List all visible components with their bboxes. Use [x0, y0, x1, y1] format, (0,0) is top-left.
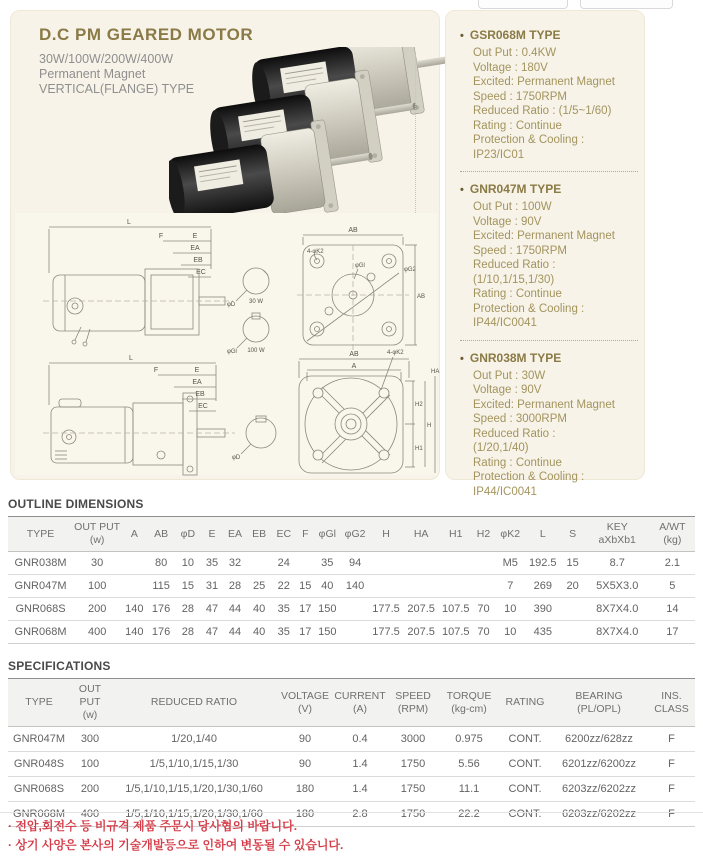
table-cell: 200 [70, 777, 110, 802]
table-cell: 150 [314, 598, 340, 621]
specs-column-header: BEARING (PL/OPL) [550, 679, 648, 727]
text-line: Reduced Ratio : [473, 259, 556, 271]
table-cell: 1/5,1/10,1/15,1/20,1/30,1/60 [110, 802, 278, 827]
table-cell: 28 [175, 621, 201, 644]
text-line: Excited: Permanent Magnet [473, 230, 615, 242]
table-cell: 207.5 [402, 598, 440, 621]
table-cell: 200 [73, 598, 121, 621]
table-cell: 28 [223, 575, 247, 598]
table-cell [402, 552, 440, 575]
outline-column-header: φGl [314, 517, 340, 552]
table-cell: 8X7X4.0 [585, 621, 650, 644]
table-cell: 5 [650, 575, 695, 598]
table-cell [440, 552, 471, 575]
table-cell: 2.1 [650, 552, 695, 575]
table-cell: 90 [278, 727, 332, 752]
dim-label: F [153, 367, 159, 374]
table-cell: 3000 [388, 727, 438, 752]
outline-dimensions-heading: OUTLINE DIMENSIONS [8, 497, 144, 511]
specs-column-header: VOLTAGE (V) [278, 679, 332, 727]
outline-column-header: H1 [440, 517, 471, 552]
outline-column-header: TYPE [8, 517, 73, 552]
table-cell [561, 621, 585, 644]
table-cell: 180 [278, 802, 332, 827]
dim-label: HA [431, 369, 440, 375]
outline-column-header: A [121, 517, 147, 552]
table-cell: 400 [70, 802, 110, 827]
table-cell: 47 [201, 598, 223, 621]
table-cell: 390 [525, 598, 561, 621]
dim-label: E [194, 367, 200, 374]
table-cell: 435 [525, 621, 561, 644]
specs-column-header: CURRENT (A) [332, 679, 388, 727]
specs-column-header: REDUCED RATIO [110, 679, 278, 727]
table-cell: 17 [296, 621, 314, 644]
table-cell: 269 [525, 575, 561, 598]
outline-column-header: EC [271, 517, 296, 552]
dim-label: 4-φK2 [387, 350, 404, 356]
text-line: Protection & Cooling : [473, 471, 585, 483]
table-cell: 10 [175, 552, 201, 575]
table-cell: 207.5 [402, 621, 440, 644]
specs-column-header: RATING [500, 679, 550, 727]
outline-column-header: S [561, 517, 585, 552]
table-cell: 44 [223, 598, 247, 621]
shaft-100w-label: 100 W [247, 348, 265, 354]
outline-column-header: H [370, 517, 403, 552]
table-cell: 40 [247, 621, 271, 644]
table-cell: 5.56 [438, 752, 500, 777]
specifications-heading: SPECIFICATIONS [8, 659, 111, 673]
table-cell [340, 598, 369, 621]
table-cell: CONT. [500, 752, 550, 777]
outline-column-header: EB [247, 517, 271, 552]
table-cell: 150 [314, 621, 340, 644]
text-line: Speed : 1750RPM [473, 244, 567, 257]
table-cell: 140 [121, 598, 147, 621]
text-line: 30W/100W/200W/400W [39, 52, 174, 66]
table-cell: 11.1 [438, 777, 500, 802]
product-panel [10, 10, 440, 480]
type-spec-panel [445, 10, 645, 498]
top-tab-stub-2[interactable] [580, 0, 673, 9]
type-spec-lines [460, 369, 638, 500]
table-cell: GNR048S [8, 752, 70, 777]
text-line: IP44/IC0041 [473, 485, 537, 498]
table-cell: 35 [314, 552, 340, 575]
dim-label: H [427, 423, 432, 429]
table-cell: 14 [650, 598, 695, 621]
type-heading [460, 27, 638, 44]
outline-drawings [11, 213, 441, 479]
table-cell: 176 [147, 598, 174, 621]
dim-label: AB [417, 294, 426, 300]
table-cell: GNR068M [8, 621, 73, 644]
outline-column-header: A/WT (kg) [650, 517, 695, 552]
bullet-icon: • [460, 184, 464, 196]
table-row [8, 752, 695, 777]
table-cell: 1750 [388, 777, 438, 802]
table-cell: 6201zz/6200zz [550, 752, 648, 777]
dim-label: L [127, 219, 131, 226]
type-section-gnr047m [460, 181, 638, 341]
table-cell: 100 [73, 575, 121, 598]
table-row [8, 575, 695, 598]
dim-label: L [129, 355, 133, 362]
type-name: GNR047M TYPE [469, 182, 562, 196]
dim-label: φGl [227, 349, 237, 355]
dim-label: AB [349, 351, 359, 358]
dim-label: H1 [415, 446, 423, 452]
outline-column-header: F [296, 517, 314, 552]
type-name: GSR068M TYPE [469, 28, 561, 42]
table-cell: CONT. [500, 777, 550, 802]
table-cell: 1.4 [332, 777, 388, 802]
table-cell: 0.975 [438, 727, 500, 752]
text-line: Voltage : 90V [473, 384, 542, 396]
page-title: D.C PM GEARED MOTOR [39, 25, 254, 44]
outline-column-header: EA [223, 517, 247, 552]
table-cell: 115 [147, 575, 174, 598]
table-cell: 107.5 [440, 598, 471, 621]
table-cell: F [648, 802, 695, 827]
outline-column-header: OUT PUT (w) [73, 517, 121, 552]
table-cell: 15 [561, 552, 585, 575]
type-spec-lines [460, 200, 638, 331]
table-cell: CONT. [500, 727, 550, 752]
table-cell: 15 [175, 575, 201, 598]
table-row [8, 621, 695, 644]
specs-column-header: TYPE [8, 679, 70, 727]
table-cell: 100 [70, 752, 110, 777]
outline-column-header: E [201, 517, 223, 552]
bullet-icon: • [460, 30, 464, 42]
dotted-divider [415, 55, 416, 237]
dim-label: EB [193, 257, 203, 264]
table-cell: 300 [70, 727, 110, 752]
table-cell: 0.4 [332, 727, 388, 752]
text-line: Out Put : 30W [473, 369, 546, 382]
text-line: Protection & Cooling : [473, 302, 585, 315]
table-cell: 31 [201, 575, 223, 598]
top-tab-stub-1[interactable] [478, 0, 568, 9]
table-cell: 94 [340, 552, 369, 575]
table-cell [340, 621, 369, 644]
dim-label: 4-φK2 [307, 249, 324, 255]
text-line: · 상기 사양은 본사의 기술개발등으로 인하여 변동될 수 있습니다. [8, 838, 344, 852]
table-cell: 140 [340, 575, 369, 598]
type-spec-lines [460, 46, 638, 162]
text-line: Reduced Ratio : [473, 427, 556, 440]
table-cell: 400 [73, 621, 121, 644]
table-cell [402, 575, 440, 598]
table-cell: 32 [223, 552, 247, 575]
table-cell [296, 552, 314, 575]
specs-column-header: SPEED (RPM) [388, 679, 438, 727]
table-cell [440, 575, 471, 598]
dim-label: EC [196, 269, 206, 276]
dim-label: A [351, 363, 357, 370]
table-cell: GNR038M [8, 552, 73, 575]
dim-label: φD [232, 455, 241, 461]
table-cell: 35 [271, 621, 296, 644]
table-cell [471, 552, 495, 575]
table-cell: 7 [496, 575, 525, 598]
dim-label: EB [195, 391, 205, 398]
text-line: Out Put : 0.4KW [473, 47, 557, 59]
table-cell: 10 [496, 598, 525, 621]
footer-notes [8, 817, 343, 855]
text-line: IP23/IC01 [473, 148, 525, 161]
table-cell [471, 575, 495, 598]
table-cell: GNR068S [8, 777, 70, 802]
type-section-gnr038m [460, 350, 638, 500]
table-cell: 35 [201, 552, 223, 575]
table-cell: 20 [561, 575, 585, 598]
text-line: VERTICAL(FLANGE) TYPE [39, 82, 195, 96]
table-cell: F [648, 752, 695, 777]
text-line: · 전압,회전수 등 비규격 제품 주문시 당사협의 바랍니다. [8, 819, 298, 833]
text-line: Rating : Continue [473, 119, 562, 132]
text-line: Voltage : 180V [473, 61, 548, 74]
specifications-table [8, 678, 695, 827]
outline-column-header: KEY aXbXb1 [585, 517, 650, 552]
type-heading [460, 181, 638, 198]
table-cell: 40 [314, 575, 340, 598]
table-cell [121, 552, 147, 575]
outline-column-header: H2 [471, 517, 495, 552]
specs-column-header: TORQUE (kg-cm) [438, 679, 500, 727]
table-cell: 22 [271, 575, 296, 598]
notes-divider [0, 812, 703, 813]
table-cell: 17 [296, 598, 314, 621]
table-cell: 8X7X4.0 [585, 598, 650, 621]
table-cell: 1750 [388, 802, 438, 827]
dim-label: φG2 [404, 267, 416, 273]
table-cell: 1.4 [332, 752, 388, 777]
dim-label: φD [227, 302, 236, 308]
dim-label: F [158, 233, 164, 240]
outline-column-header: φK2 [496, 517, 525, 552]
text-line: Speed : 3000RPM [473, 413, 567, 425]
text-line: Out Put : 100W [473, 201, 552, 213]
type-name: GNR038M TYPE [469, 350, 562, 365]
table-cell: GNR068S [8, 598, 73, 621]
table-cell: 140 [121, 621, 147, 644]
text-line: Permanent Magnet [39, 67, 146, 81]
table-cell: 6200zz/628zz [550, 727, 648, 752]
table-row [8, 552, 695, 575]
table-cell: 5X5X3.0 [585, 575, 650, 598]
table-cell [121, 575, 147, 598]
text-line: (1/10,1/15,1/30) [473, 273, 555, 286]
table-cell: 176 [147, 621, 174, 644]
table-cell: 180 [278, 777, 332, 802]
table-cell: 2.8 [332, 802, 388, 827]
table-cell [247, 552, 271, 575]
table-cell: 15 [296, 575, 314, 598]
table-cell: 70 [471, 598, 495, 621]
table-cell: 30 [73, 552, 121, 575]
text-line: Excited: Permanent Magnet [473, 398, 615, 411]
table-cell: 24 [271, 552, 296, 575]
table-row [8, 777, 695, 802]
table-cell: 1750 [388, 752, 438, 777]
table-cell: 10 [496, 621, 525, 644]
text-line: Rating : Continue [473, 456, 562, 469]
table-cell: 1/5,1/10,1/15,1/20,1/30,1/60 [110, 777, 278, 802]
type-section-gsr068m [460, 27, 638, 172]
outline-column-header: φD [175, 517, 201, 552]
text-line: Voltage : 90V [473, 215, 542, 228]
text-line: IP44/IC0041 [473, 317, 537, 329]
text-line: Rating : Continue [473, 288, 562, 300]
dim-label: AB [348, 227, 358, 234]
text-line: (1/20,1/40) [473, 442, 529, 454]
table-cell: GNR047M [8, 575, 73, 598]
outline-column-header: HA [402, 517, 440, 552]
text-line: Excited: Permanent Magnet [473, 76, 615, 88]
outline-dimensions-table [8, 516, 695, 644]
specs-column-header: INS. CLASS [648, 679, 695, 727]
table-cell: F [648, 727, 695, 752]
table-cell: 107.5 [440, 621, 471, 644]
bullet-icon: • [460, 352, 464, 365]
table-cell: 177.5 [370, 598, 403, 621]
shaft-30w-label: 30 W [248, 299, 264, 305]
table-row [8, 727, 695, 752]
table-cell: 25 [247, 575, 271, 598]
table-cell [370, 552, 403, 575]
dim-label: EA [190, 245, 200, 252]
table-cell [561, 598, 585, 621]
dim-label: E [192, 233, 198, 240]
table-cell: 192.5 [525, 552, 561, 575]
table-cell: 40 [247, 598, 271, 621]
table-cell: GNR047M [8, 727, 70, 752]
table-row [8, 598, 695, 621]
dim-label: φGl [355, 263, 365, 269]
table-cell: 1/20,1/40 [110, 727, 278, 752]
table-cell: 90 [278, 752, 332, 777]
table-cell: 47 [201, 621, 223, 644]
dim-label: EC [198, 403, 208, 410]
table-cell [370, 575, 403, 598]
text-line: Speed : 1750RPM [473, 90, 567, 103]
type-heading [460, 350, 638, 367]
table-cell: 177.5 [370, 621, 403, 644]
table-cell: CONT. [500, 802, 550, 827]
table-cell: 17 [650, 621, 695, 644]
outline-column-header: φG2 [340, 517, 369, 552]
table-cell: F [648, 777, 695, 802]
table-cell: 6203zz/6202zz [550, 802, 648, 827]
table-cell: 70 [471, 621, 495, 644]
table-cell: 6203zz/6202zz [550, 777, 648, 802]
table-cell: M5 [496, 552, 525, 575]
table-cell: 22.2 [438, 802, 500, 827]
dim-label: H2 [415, 402, 423, 408]
text-line: Reduced Ratio : (1/5~1/60) [473, 105, 612, 117]
outline-column-header: L [525, 517, 561, 552]
dim-label: EA [192, 379, 202, 386]
table-cell: 44 [223, 621, 247, 644]
text-line: Protection & Cooling : [473, 134, 585, 146]
table-cell: 1/5,1/10,1/15,1/30 [110, 752, 278, 777]
table-cell: 35 [271, 598, 296, 621]
outline-column-header: AB [147, 517, 174, 552]
table-cell: 28 [175, 598, 201, 621]
table-cell: 80 [147, 552, 174, 575]
table-cell: GNR068M [8, 802, 70, 827]
table-cell: 8.7 [585, 552, 650, 575]
specs-column-header: OUT PUT (w) [70, 679, 110, 727]
